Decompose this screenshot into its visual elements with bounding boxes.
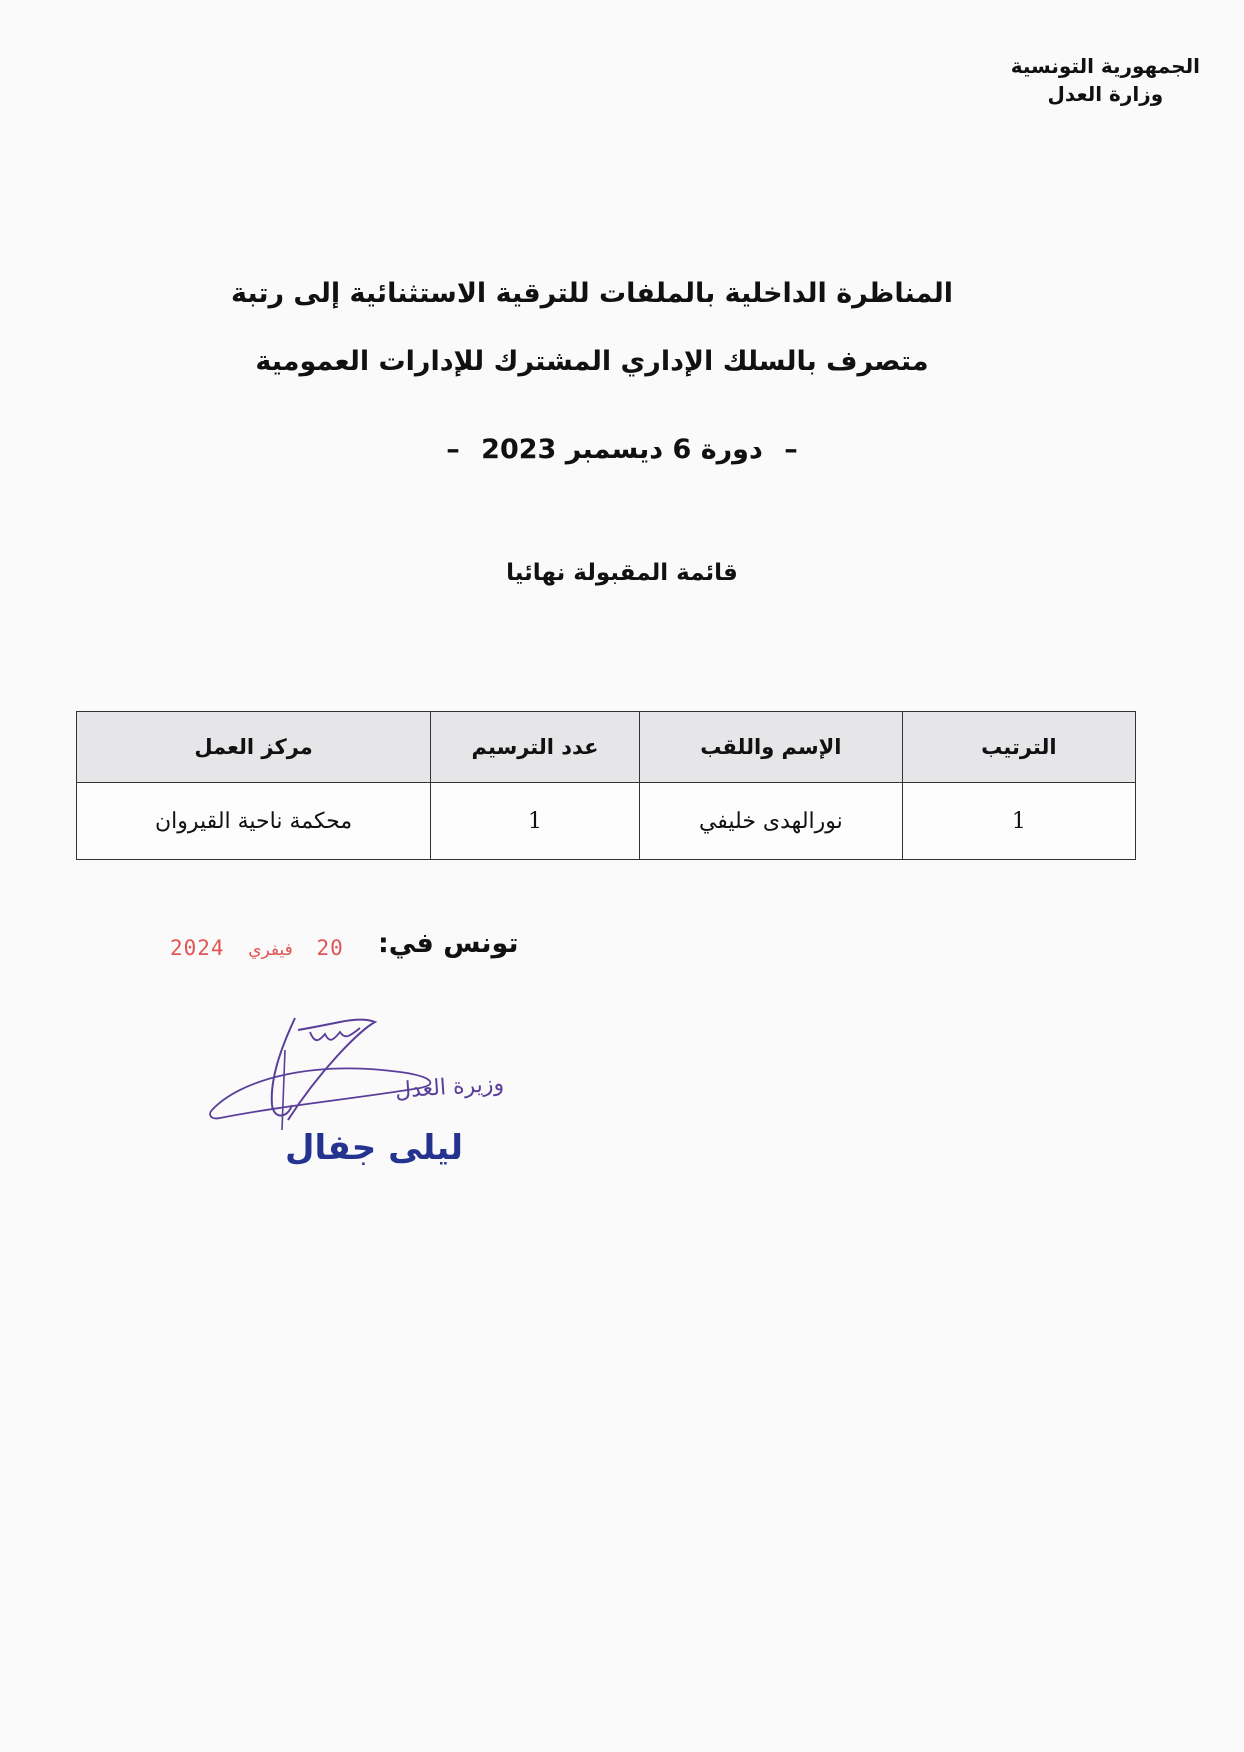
session-text: دورة 6 ديسمبر 2023 <box>481 434 763 465</box>
header-registration-number: عدد الترسيم <box>431 712 640 783</box>
table-header-row <box>77 712 1136 783</box>
stamp-day: 20 <box>316 936 344 960</box>
session-dash-left: – <box>446 434 460 465</box>
title-line-1: المناظرة الداخلية بالملفات للترقية الاستثنائية إلى رتبة <box>230 278 954 309</box>
stamp-year: 2024 <box>170 936 225 960</box>
title-line-2: متصرف بالسلك الإداري المشترك للإدارات العمومية <box>255 346 929 377</box>
list-title: قائمة المقبولة نهائيا <box>506 560 738 586</box>
session-line <box>0 434 1244 465</box>
cell-name: نورالهدى خليفي <box>639 783 902 860</box>
country-name: الجمهورية التونسية <box>1010 54 1200 78</box>
place-label: تونس في: <box>378 928 519 959</box>
header-name: الإسم واللقب <box>639 712 902 783</box>
header-rank: الترتيب <box>902 712 1135 783</box>
cell-workplace: محكمة ناحية القيروان <box>77 783 431 860</box>
signature-stamp-text: وزيرة العدل <box>394 1071 505 1104</box>
session-dash-right: – <box>784 434 798 465</box>
ministry-name: وزارة العدل <box>1047 82 1164 106</box>
header-workplace: مركز العمل <box>77 712 431 783</box>
date-stamp <box>160 936 344 960</box>
results-table <box>76 711 1136 860</box>
table-row <box>77 783 1136 860</box>
cell-registration-number: 1 <box>431 783 640 860</box>
cell-rank: 1 <box>902 783 1135 860</box>
stamp-month: فيفري <box>248 940 293 960</box>
document-header <box>1011 52 1200 108</box>
signer-name: ليلى جفال <box>285 1128 464 1168</box>
